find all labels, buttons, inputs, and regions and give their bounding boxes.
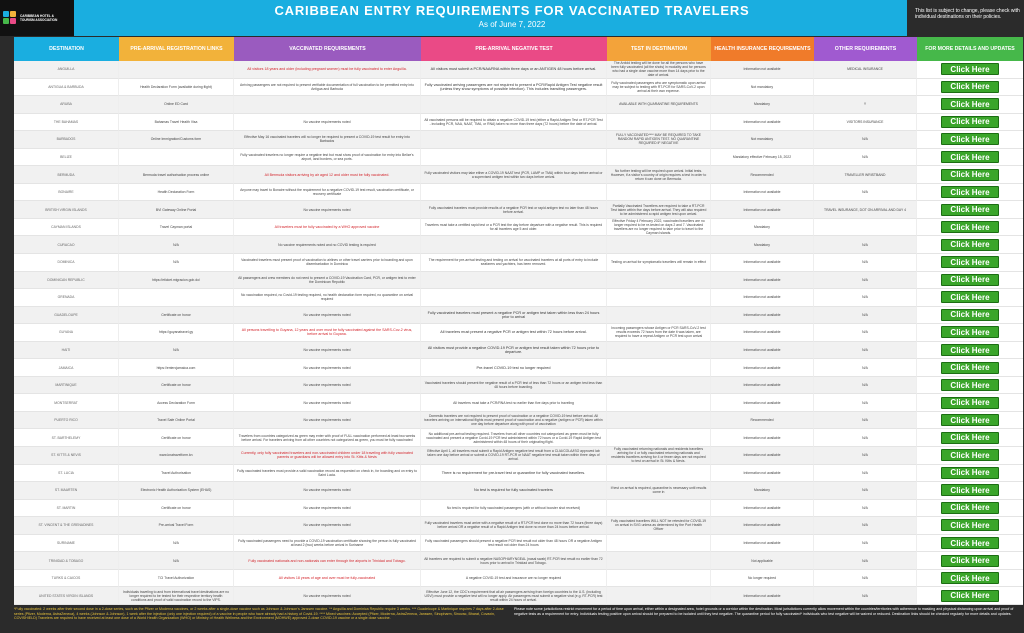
pre-arrival-test-cell	[421, 131, 607, 149]
destination-cell: TURKS & CAICOS	[14, 570, 119, 588]
pre-arrival-test-cell	[421, 96, 607, 114]
registration-link-cell	[119, 61, 234, 79]
pre-arrival-test-cell: No test is required for fully vaccinated passengers (with or without booster shot received)	[421, 500, 607, 518]
destination-cell: DOMINICA	[14, 254, 119, 272]
column-header: FOR MORE DETAILS AND UPDATES	[917, 37, 1023, 61]
click-here-button[interactable]: Click Here	[941, 537, 999, 549]
registration-link-cell[interactable]: Travel Safe Online Portal	[119, 412, 234, 430]
other-requirements-cell: MEDICAL INSURANCE	[814, 61, 917, 79]
test-in-destination-cell: Fully vaccinated passengers who are symptomatic upon arrival may be subject to testing with RT-PCR for SARS-CoV-2 upon arrival at their own expense.	[607, 79, 711, 97]
destination-cell: ANTIGUA & BARBUDA	[14, 79, 119, 97]
other-requirements-cell	[814, 219, 917, 237]
column-header: PRE-ARRIVAL REGISTRATION LINKS	[119, 37, 234, 61]
page-header	[0, 0, 1024, 36]
click-here-button[interactable]: Click Here	[941, 467, 999, 479]
test-in-destination-cell: Incoming passengers whose Antigen or PCR SARS-CoV-2 test results exceeds 72 hours from the date it was taken, are required to have a repeat Antigen or PCR test upon arrival	[607, 324, 711, 342]
vaccinated-requirements-cell: No vaccine requirements noted	[234, 482, 421, 500]
click-here-button[interactable]: Click Here	[941, 274, 999, 286]
vaccinated-requirements-cell: No vaccine requirements noted	[234, 342, 421, 360]
registration-link-cell[interactable]: Certificate on honor	[119, 429, 234, 447]
test-in-destination-cell: Fully vaccinated travellers WILL NOT be retested for COVID-19 on arrival in SVG unless as determined by the Port Health Officer	[607, 517, 711, 535]
test-in-destination-cell	[607, 377, 711, 395]
other-requirements-cell: N/A	[814, 570, 917, 588]
health-insurance-cell: Information not available	[711, 429, 814, 447]
test-in-destination-cell: Fully vaccinated returning nationals and residents travellers arriving for 4 or fully vaccinated returning nationals and residents travellers arriving for 4 or fewer days are not required to test on arrival in St. Kitts & Nevis.	[607, 447, 711, 465]
pre-arrival-test-cell: Pre-travel COVID-19 test no longer required	[421, 359, 607, 377]
registration-link-cell[interactable]: Health Declaration Form	[119, 184, 234, 202]
health-insurance-cell: Mandatory	[711, 96, 814, 114]
other-requirements-cell: N/A	[814, 377, 917, 395]
destination-cell: MONTSERRAT	[14, 394, 119, 412]
vaccinated-requirements-cell: Fully vaccinated travelers no longer require a negative test but must show proof of vaccination for entry into Belize's airport, land borders, or sea ports.	[234, 149, 421, 167]
test-in-destination-cell	[607, 570, 711, 588]
registration-link-cell[interactable]: Certificate on honor	[119, 377, 234, 395]
health-insurance-cell: Mandatory	[711, 482, 814, 500]
click-here-button[interactable]: Click Here	[941, 133, 999, 145]
more-details-cell	[917, 535, 1023, 553]
click-here-button[interactable]: Click Here	[941, 572, 999, 584]
health-insurance-cell: Information not available	[711, 587, 814, 605]
click-here-button[interactable]: Click Here	[941, 344, 999, 356]
test-in-destination-cell	[607, 307, 711, 325]
registration-link-cell[interactable]: https://guyanatravel.gy	[119, 324, 234, 342]
pre-arrival-test-cell: All vaccinated persons will be required to obtain a negative COVID-19 test (either a Rapid Antigen Test or RT-PCR Test - including PCR, NAA, NAAT, TMA, or RNA) taken no more than three days (72 hours) before the date of arrival.	[421, 114, 607, 132]
health-insurance-cell: Information not available	[711, 289, 814, 307]
more-details-cell	[917, 184, 1023, 202]
vaccinated-requirements-cell: No vaccine requirements noted	[234, 114, 421, 132]
registration-link-cell[interactable]: Certificate on honor	[119, 307, 234, 325]
registration-link-cell[interactable]: https://eticket.migracion.gob.do/	[119, 272, 234, 290]
vaccinated-requirements-cell: No vaccine requirements noted	[234, 587, 421, 605]
destination-cell: DOMINICAN REPUBLIC	[14, 272, 119, 290]
more-details-cell	[917, 96, 1023, 114]
more-details-cell	[917, 447, 1023, 465]
vaccinated-requirements-cell: All passengers and crew members do not need to present a COVID-19 Vaccination Card, PCR, or antigen test to enter the Dominican Republic	[234, 272, 421, 290]
other-requirements-cell: N/A	[814, 447, 917, 465]
registration-link-cell[interactable]: N/A	[119, 254, 234, 272]
page-date: As of June 7, 2022	[478, 20, 546, 29]
destination-cell: ST. VINCENT & THE GRENADINES	[14, 517, 119, 535]
pre-arrival-test-cell: All visitors must provide a negative COVID-19 PCR or antigen test result taken within 72 hours prior to departure.	[421, 342, 607, 360]
more-details-cell	[917, 359, 1023, 377]
other-requirements-cell: N/A	[814, 359, 917, 377]
registration-link-cell[interactable]: Health Declaration Form (available during flight)	[119, 79, 234, 97]
vaccinated-requirements-cell: No vaccine requirements noted	[234, 359, 421, 377]
test-in-destination-cell	[607, 535, 711, 553]
more-details-cell	[917, 236, 1023, 254]
click-here-button[interactable]: Click Here	[941, 81, 999, 93]
other-requirements-cell: VISITORS INSURANCE	[814, 114, 917, 132]
test-in-destination-cell: The Anfold testing will be done for all the persons who have been fully vaccinated (all the shots) in modality and for persons who had a single dose vaccine more than 14 days prior to the date of arrival.	[607, 61, 711, 79]
health-insurance-cell: Information not available	[711, 61, 814, 79]
vaccinated-requirements-cell: Anyone may travel to Bonaire without the requirement for a negative COVID-19 test result, vaccination certificate, or recovery certificate	[234, 184, 421, 202]
column-header: TEST IN DESTINATION	[607, 37, 711, 61]
vaccinated-requirements-cell: No vaccination required, no Covid-19 testing required, no health declaration form required, no quarantine on arrival required	[234, 289, 421, 307]
click-here-button[interactable]: Click Here	[941, 379, 999, 391]
pre-arrival-test-cell: Fully vaccinated travelers must present a negative PCR or antigen test taken within less than 24 hours prior to arrival	[421, 307, 607, 325]
more-details-cell	[917, 131, 1023, 149]
destination-cell: BONAIRE	[14, 184, 119, 202]
destination-cell: ST. MARTIN	[14, 500, 119, 518]
test-in-destination-cell	[607, 465, 711, 483]
other-requirements-cell: N/A	[814, 131, 917, 149]
other-requirements-cell: N/A	[814, 149, 917, 167]
more-details-cell	[917, 517, 1023, 535]
vaccinated-requirements-cell: No vaccine requirements noted	[234, 377, 421, 395]
other-requirements-cell: N/A	[814, 587, 917, 605]
registration-link-cell[interactable]: Online Immigration/Customs form	[119, 131, 234, 149]
click-here-button[interactable]: Click Here	[941, 186, 999, 198]
pre-arrival-test-cell	[421, 289, 607, 307]
vaccinated-requirements-cell: No vaccine requirements noted	[234, 201, 421, 219]
test-in-destination-cell	[607, 500, 711, 518]
registration-link-cell[interactable]: N/A	[119, 535, 234, 553]
health-insurance-cell: No longer required	[711, 570, 814, 588]
health-insurance-cell: Information not available	[711, 535, 814, 553]
test-in-destination-cell	[607, 429, 711, 447]
more-details-cell	[917, 61, 1023, 79]
other-requirements-cell: N/A	[814, 324, 917, 342]
pre-arrival-test-cell: There is no requirement for pre-travel test or quarantine for fully vaccinated travellers.	[421, 465, 607, 483]
more-details-cell	[917, 79, 1023, 97]
click-here-button[interactable]: Click Here	[941, 256, 999, 268]
test-in-destination-cell: Testing on arrival for symptomatic travellers will remain in effect	[607, 254, 711, 272]
vaccinated-requirements-cell: All Bermuda visitors arriving by air aged 12 and older must be fully vaccinated.	[234, 166, 421, 184]
click-here-button[interactable]: Click Here	[941, 362, 999, 374]
vaccinated-requirements-cell: Fully vaccinated passengers need to provide a COVID-19 vaccination certificate showing the person is fully vaccinated at least 2 (two) weeks before arrival in Suriname	[234, 535, 421, 553]
test-in-destination-cell	[607, 359, 711, 377]
more-details-cell	[917, 166, 1023, 184]
health-insurance-cell: Information not available	[711, 465, 814, 483]
test-in-destination-cell: No further testing will be required upon arrival. Initial tests. However, if a visitor's country of origin requires a test in order to return it can done on Bermuda.	[607, 166, 711, 184]
page-title: CARIBBEAN ENTRY REQUIREMENTS FOR VACCINATED TRAVELERS	[274, 3, 750, 18]
destination-cell: CURACAO	[14, 236, 119, 254]
column-header: DESTINATION	[14, 37, 119, 61]
click-here-button[interactable]: Click Here	[941, 239, 999, 251]
click-here-button[interactable]: Click Here	[941, 414, 999, 426]
more-details-cell	[917, 114, 1023, 132]
click-here-button[interactable]: Click Here	[941, 397, 999, 409]
registration-link-cell[interactable]: https://entercjamaica.com	[119, 359, 234, 377]
destination-cell: UNITED STATES VIRGIN ISLANDS	[14, 587, 119, 605]
click-here-button[interactable]: Click Here	[941, 291, 999, 303]
click-here-button[interactable]: Click Here	[941, 432, 999, 444]
destination-cell: PUERTO RICO	[14, 412, 119, 430]
test-in-destination-cell	[607, 289, 711, 307]
disclaimer-note: This list is subject to change, please check with individual destinations on their policies.	[907, 0, 1024, 36]
other-requirements-cell: N/A	[814, 429, 917, 447]
health-insurance-cell: Not applicable	[711, 552, 814, 570]
destination-cell: ST. BARTHELEMY	[14, 429, 119, 447]
click-here-button[interactable]: Click Here	[941, 590, 999, 602]
click-here-button[interactable]: Click Here	[941, 309, 999, 321]
vaccinated-requirements-cell: No vaccine requirements noted and no COVID testing is required	[234, 236, 421, 254]
health-insurance-cell: Information not available	[711, 517, 814, 535]
vaccinated-requirements-cell: No vaccine requirements noted	[234, 500, 421, 518]
vaccinated-requirements-cell: Vaccinated travelers must present proof of vaccination to airlines or other travel carriers prior to boarding and upon disembarkation in Dominica	[234, 254, 421, 272]
vaccinated-requirements-cell: Fully vaccinated nationals and non-nationals can enter through the airports in Trinidad and Tobago.	[234, 552, 421, 570]
destination-cell: GUYANA	[14, 324, 119, 342]
vaccinated-requirements-cell: Arriving passengers are not required to present verifiable documentation of full vaccination to be permitted entry into Antigua and Barbuda	[234, 79, 421, 97]
destination-cell: GUADELOUPE	[14, 307, 119, 325]
pre-arrival-test-cell: All travelers must present a negative PCR or antigen test within 72 hours before arrival.	[421, 324, 607, 342]
pre-arrival-test-cell: Effective June 12, the CDC's requirement that all air passengers arriving from foreign countries to the U.S. (including USVI) must provide a negative test will no longer apply. Air passengers must submit a negative viral (e.g. RT-PCR) test result within 24 hours of arrival.	[421, 587, 607, 605]
registration-link-cell[interactable]: Certificate on honor	[119, 500, 234, 518]
vaccinated-requirements-cell: Fully vaccinated travelers must provide a valid vaccination record as requested on check in, for boarding and on entry to Saint Lucia.	[234, 465, 421, 483]
other-requirements-cell: N/A	[814, 236, 917, 254]
health-insurance-cell: Information not available	[711, 254, 814, 272]
more-details-cell	[917, 377, 1023, 395]
registration-link-cell[interactable]: Travel Cayman portal	[119, 219, 234, 237]
destination-cell: ST. KITTS & NEVIS	[14, 447, 119, 465]
health-insurance-cell: Recommended	[711, 166, 814, 184]
health-insurance-cell: Information not available	[711, 447, 814, 465]
registration-link-cell[interactable]: N/A	[119, 552, 234, 570]
pre-arrival-test-cell: No additional pre-arrival testing required. Travelers from all other countries not categorized as green must be fully vaccinated and present a negative Covid-19 PCR test administered within 72 hours or a Covid-19 Rapid Antigen test administered within 48 hours of their originating flight.	[421, 429, 607, 447]
registration-link-cell[interactable]: TCI Travel Authorization	[119, 570, 234, 588]
click-here-button[interactable]: Click Here	[941, 519, 999, 531]
health-insurance-cell: Information not available	[711, 272, 814, 290]
health-insurance-cell: Information not available	[711, 114, 814, 132]
pre-arrival-test-cell: Fully vaccinated passengers should present a negative PCR test result not older than 48 hours OR a negative Antigen test result not older than 24 hours	[421, 535, 607, 553]
vaccinated-requirements-cell: All persons travelling to Guyana, 12 years and over must be fully vaccinated against the SARS-Cov-2 virus, before arrival to Guyana.	[234, 324, 421, 342]
destination-cell: GRENADA	[14, 289, 119, 307]
other-requirements-cell: TRAVELLER WRISTBAND	[814, 166, 917, 184]
vaccinated-requirements-cell: No vaccine requirements noted	[234, 517, 421, 535]
more-details-cell	[917, 254, 1023, 272]
registration-link-cell[interactable]: www.knatravelform.kn	[119, 447, 234, 465]
column-header: VACCINATED REQUIREMENTS	[234, 37, 421, 61]
health-insurance-cell: Information not available	[711, 342, 814, 360]
other-requirements-cell: N/A	[814, 412, 917, 430]
pre-arrival-test-cell	[421, 184, 607, 202]
registration-link-cell[interactable]: Bahamas Travel Health Visa	[119, 114, 234, 132]
more-details-cell	[917, 219, 1023, 237]
registration-link-cell	[119, 289, 234, 307]
registration-link-cell[interactable]: N/A	[119, 342, 234, 360]
click-here-button[interactable]: Click Here	[941, 326, 999, 338]
click-here-button[interactable]: Click Here	[941, 151, 999, 163]
other-requirements-cell: N/A	[814, 254, 917, 272]
other-requirements-cell: N/A	[814, 289, 917, 307]
column-header: OTHER REQUIREMENTS	[814, 37, 917, 61]
test-in-destination-cell	[607, 587, 711, 605]
vaccinated-requirements-cell: Effective May 16 vaccinated travelers will no longer be required to present a COVID-19 test result for entry into Barbados	[234, 131, 421, 149]
other-requirements-cell: N/A	[814, 517, 917, 535]
more-details-cell	[917, 552, 1023, 570]
pre-arrival-test-cell: Fully vaccinated travelers must provide results of a negative PCR test or rapid antigen test no later than 48 hours before arrival.	[421, 201, 607, 219]
click-here-button[interactable]: Click Here	[941, 502, 999, 514]
other-requirements-cell: N/A	[814, 184, 917, 202]
test-in-destination-cell: If test on arrival is required, quarantine is necessary until results come in	[607, 482, 711, 500]
health-insurance-cell: Not mandatory	[711, 79, 814, 97]
more-details-cell	[917, 307, 1023, 325]
column-header: HEALTH INSURANCE REQUIREMENTS	[711, 37, 814, 61]
more-details-cell	[917, 570, 1023, 588]
pre-arrival-test-cell	[421, 149, 607, 167]
more-details-cell	[917, 587, 1023, 605]
vaccinated-requirements-cell: No vaccine requirements noted	[234, 412, 421, 430]
registration-link-cell[interactable]: N/A	[119, 236, 234, 254]
health-insurance-cell: Information not available	[711, 359, 814, 377]
footnote-movement: Please note some jurisdictions restrict movement for a period of time upon arrival, either within a designated area, hotel grounds or a corridor within the destination. Most jurisdictions currently allow movement within the countries/territories with adherence to masking and physical distancing upon arrival and proof of negative tests as a requirement for entry. Individuals testing positive upon arrival should be prepared to be isolated until they test negative. The quarantine period for fully vaccinated* individuals who test negative will be waived or reduced. Destination links should be checked regularly for more details and updates.	[514, 607, 1014, 616]
test-in-destination-cell	[607, 149, 711, 167]
destination-cell: ARUBA	[14, 96, 119, 114]
org-name: CARIBBEAN HOTEL & TOURISM ASSOCIATION	[20, 14, 58, 22]
test-in-destination-cell	[607, 394, 711, 412]
test-in-destination-cell	[607, 552, 711, 570]
health-insurance-cell: Information not available	[711, 184, 814, 202]
destination-cell: SURINAME	[14, 535, 119, 553]
pre-arrival-test-cell: Domestic travelers are not required to present proof of vaccination or a negative COVID-19 test before arrival. All travelers arriving on international flights must present proof of vaccination and a negative (antigen or PCR) taken within one day before departure along with proof of vaccination	[421, 412, 607, 430]
registration-link-cell[interactable]: Access Declaration Form	[119, 394, 234, 412]
pre-arrival-test-cell: All visitors must submit a PCR/NAA/RNA within three days or an ANTIGEN 48 hours before arrival.	[421, 61, 607, 79]
test-in-destination-cell	[607, 342, 711, 360]
health-insurance-cell: Information not available	[711, 307, 814, 325]
registration-link-cell[interactable]: Individuals traveling to and from international travel destinations are no longer required to be tested for their respective territory health conditions and proof of valid vaccination record to the VIPS.	[119, 587, 234, 605]
test-in-destination-cell	[607, 236, 711, 254]
destination-cell: MARTINIQUE	[14, 377, 119, 395]
destination-cell: HAITI	[14, 342, 119, 360]
pre-arrival-test-cell: Effective April 1, all travelers must submit a Rapid Antigen negative test result from a CLIA/COLA/ISO approved lab taken one day before arrival or submit a COVID-19 RT-PCR or NAAT negative test result taken within three days of arrival.	[421, 447, 607, 465]
other-requirements-cell	[814, 79, 917, 97]
more-details-cell	[917, 289, 1023, 307]
more-details-cell	[917, 201, 1023, 219]
other-requirements-cell: N/A	[814, 552, 917, 570]
pre-arrival-test-cell: Fully vaccinated visitors may take either a COVID-19 NAAT test (PCR, LAMP or TMA) within four days before arrival or a supervised antigen test within two days before arrival.	[421, 166, 607, 184]
pre-arrival-test-cell: A negative COVID-19 test and insurance are no longer required	[421, 570, 607, 588]
destination-cell: BERMUDA	[14, 166, 119, 184]
health-insurance-cell: Information not available	[711, 201, 814, 219]
click-here-button[interactable]: Click Here	[941, 221, 999, 233]
more-details-cell	[917, 482, 1023, 500]
health-insurance-cell: Recommended	[711, 412, 814, 430]
health-insurance-cell: Information not available	[711, 394, 814, 412]
more-details-cell	[917, 394, 1023, 412]
health-insurance-cell: Mandatory effective February 15, 2022	[711, 149, 814, 167]
vaccinated-requirements-cell: Travelers from countries categorized as green may enter with proof of FULL vaccination performed at least two weeks before arrival. For travelers arriving from all other countries not categorized as green, you must be fully vaccinated	[234, 429, 421, 447]
click-here-button[interactable]: Click Here	[941, 169, 999, 181]
other-requirements-cell: N/A	[814, 342, 917, 360]
destination-cell: BARBADOS	[14, 131, 119, 149]
more-details-cell	[917, 272, 1023, 290]
test-in-destination-cell: AVAILABLE WITH QUARANTINE REQUIREMENTS	[607, 96, 711, 114]
pre-arrival-test-cell: No test is required for fully vaccinated travelers	[421, 482, 607, 500]
vaccinated-requirements-cell: All travelers must be fully vaccinated by a WHO approved vaccine	[234, 219, 421, 237]
pre-arrival-test-cell: Fully vaccinated arriving passengers are not required to present a PCR/Rapid Antigen Test negative result (unless they show symptoms of possible infection). This includes transiting passengers.	[421, 79, 607, 97]
more-details-cell	[917, 324, 1023, 342]
click-here-button[interactable]: Click Here	[941, 98, 999, 110]
registration-link-cell[interactable]: Online ED Card	[119, 96, 234, 114]
destination-cell: CAYMAN ISLANDS	[14, 219, 119, 237]
health-insurance-cell: Information not available	[711, 324, 814, 342]
more-details-cell	[917, 412, 1023, 430]
registration-link-cell[interactable]: Bermuda travel authorisation process online	[119, 166, 234, 184]
more-details-cell	[917, 429, 1023, 447]
destination-cell: ST. LUCIA	[14, 465, 119, 483]
pre-arrival-test-cell: All travelers must take a PCR/RNA test no earlier than five days prior to traveling	[421, 394, 607, 412]
test-in-destination-cell	[607, 412, 711, 430]
click-here-button[interactable]: Click Here	[941, 484, 999, 496]
other-requirements-cell: N/A	[814, 500, 917, 518]
health-insurance-cell: Information not available	[711, 500, 814, 518]
health-insurance-cell: Not mandatory	[711, 131, 814, 149]
pre-arrival-test-cell: Vaccinated travelers should present the negative result of a PCR test of less than 72 hours or an antigen test less than 48 hours before boarding.	[421, 377, 607, 395]
destination-cell: THE BAHAMAS	[14, 114, 119, 132]
health-insurance-cell: Mandatory	[711, 219, 814, 237]
test-in-destination-cell	[607, 184, 711, 202]
destination-cell: BRITISH VIRGIN ISLANDS	[14, 201, 119, 219]
other-requirements-cell: N/A	[814, 307, 917, 325]
footnote-vaccination: *Fully vaccinated: 2 weeks after their second dose in a 2-dose series, such as the Pfizer or Moderna vaccines, or 2 weeks after a single-dose vaccine such as Johnson & Johnson's Janssen vaccine. ** Anguilla and Dominica Republic require 3 weeks. *** Guadeloupe & Martinique requires 7 days after 2-dose series (Pfizer, Moderna, AstraZeneca), 4 weeks (Johnson & Johnson), 1 week after the injection (only one injection required) of a vaccine in people who have already had a history of Covid-19. **** Mixed vaccines: Accepted (Pfizer, Moderna, AstraZeneca, Janssen, Sinopharm, Sinovac, Bharat, Covaxin, COVISHIELD) Travelers are required to have received at least one dose of a World Health Organization (WHO) or Ministry of Health Wellness and the Environment (MOHWE) approved 2-dose COVID-19 vaccine or a single dose vaccine.	[14, 607, 504, 621]
pre-arrival-test-cell	[421, 236, 607, 254]
destination-cell: ANGUILLA	[14, 61, 119, 79]
health-insurance-cell: Mandatory	[711, 236, 814, 254]
test-in-destination-cell: Partially Vaccinated Travellers are required to take a RT-PCR Test taken within five days before arrival. They will also required to be administered a rapid antigen test upon arrival.	[607, 201, 711, 219]
test-in-destination-cell	[607, 272, 711, 290]
other-requirements-cell: N/A	[814, 535, 917, 553]
health-insurance-cell: Information not available	[711, 377, 814, 395]
registration-link-cell[interactable]: Pre-arrival Travel Form	[119, 517, 234, 535]
pre-arrival-test-cell: All travelers are required to submit a negative NASOPHARYNGEAL (nasal swab) RT-PCR test result no earlier than 72 hours prior to arrival in Trinidad and Tobago.	[421, 552, 607, 570]
vaccinated-requirements-cell	[234, 96, 421, 114]
page-footer	[0, 605, 1024, 633]
other-requirements-cell: Y	[814, 96, 917, 114]
more-details-cell	[917, 465, 1023, 483]
destination-cell: BELIZE	[14, 149, 119, 167]
vaccinated-requirements-cell: No vaccine requirements noted	[234, 394, 421, 412]
destination-cell: TRINIDAD & TOBAGO	[14, 552, 119, 570]
other-requirements-cell: N/A	[814, 482, 917, 500]
registration-link-cell[interactable]: Travel Authorisation	[119, 465, 234, 483]
test-in-destination-cell: FULLY VACCINATED**** MAY BE REQUIRED TO TAKE RANDOM RAPID ANTIGEN TEST. NO QUARANTINE REQUIRED IF NEGATIVE	[607, 131, 711, 149]
click-here-button[interactable]: Click Here	[941, 204, 999, 216]
column-header: PRE-ARRIVAL NEGATIVE TEST	[421, 37, 607, 61]
test-in-destination-cell	[607, 114, 711, 132]
vaccinated-requirements-cell: No vaccine requirements noted	[234, 307, 421, 325]
more-details-cell	[917, 342, 1023, 360]
registration-link-cell[interactable]: BVI Gateway Online Portal	[119, 201, 234, 219]
other-requirements-cell: TRAVEL INSURANCE, DOT ON ARRIVAL AND DAY 4	[814, 201, 917, 219]
vaccinated-requirements-cell: All visitors 18 years and older (including pregnant women) must be fully vaccinated to enter Anguilla.	[234, 61, 421, 79]
destination-cell: JAMAICA	[14, 359, 119, 377]
more-details-cell	[917, 149, 1023, 167]
click-here-button[interactable]: Click Here	[941, 449, 999, 461]
registration-link-cell	[119, 149, 234, 167]
click-here-button[interactable]: Click Here	[941, 116, 999, 128]
entry-requirements-table	[14, 37, 1023, 605]
pre-arrival-test-cell: The requirement for pre-arrival testing and testing on arrival for vaccinated travelers at all ports of entry to include seafarers and yachters, has been removed.	[421, 254, 607, 272]
other-requirements-cell: N/A	[814, 394, 917, 412]
other-requirements-cell: N/A	[814, 465, 917, 483]
registration-link-cell[interactable]: Electronic Health Authorization System (EHAS)	[119, 482, 234, 500]
vaccinated-requirements-cell: All visitors 18 years of age and over must be fully-vaccinated	[234, 570, 421, 588]
other-requirements-cell: N/A	[814, 272, 917, 290]
pre-arrival-test-cell	[421, 272, 607, 290]
click-here-button[interactable]: Click Here	[941, 555, 999, 567]
click-here-button[interactable]: Click Here	[941, 63, 999, 75]
destination-cell: ST. MAARTEN	[14, 482, 119, 500]
pre-arrival-test-cell: Fully vaccinated travelers must arrive with a negative result of a RT-PCR test done no more than 72 hours (three days) before arrival OR a negative result of a Rapid Antigen test done no more than 24 hours before arrival.	[421, 517, 607, 535]
more-details-cell	[917, 500, 1023, 518]
pre-arrival-test-cell: Travelers must take a certified rapid test or a PCR test the day before departure with a negative result. This is required for all travelers age 5 and older.	[421, 219, 607, 237]
vaccinated-requirements-cell: Currently, only fully vaccinated travelers and non-vaccinated children under 18 traveling with fully vaccinated parents or guardians will be allowed entry into St. Kitts & Nevis	[234, 447, 421, 465]
test-in-destination-cell: Effective Friday 4 February 2022, vaccinated travellers are no longer required to be re-tested on days 2 and 7. Vaccinated travellers are no longer required to take prior to travel to the Cayman Islands.	[607, 219, 711, 237]
